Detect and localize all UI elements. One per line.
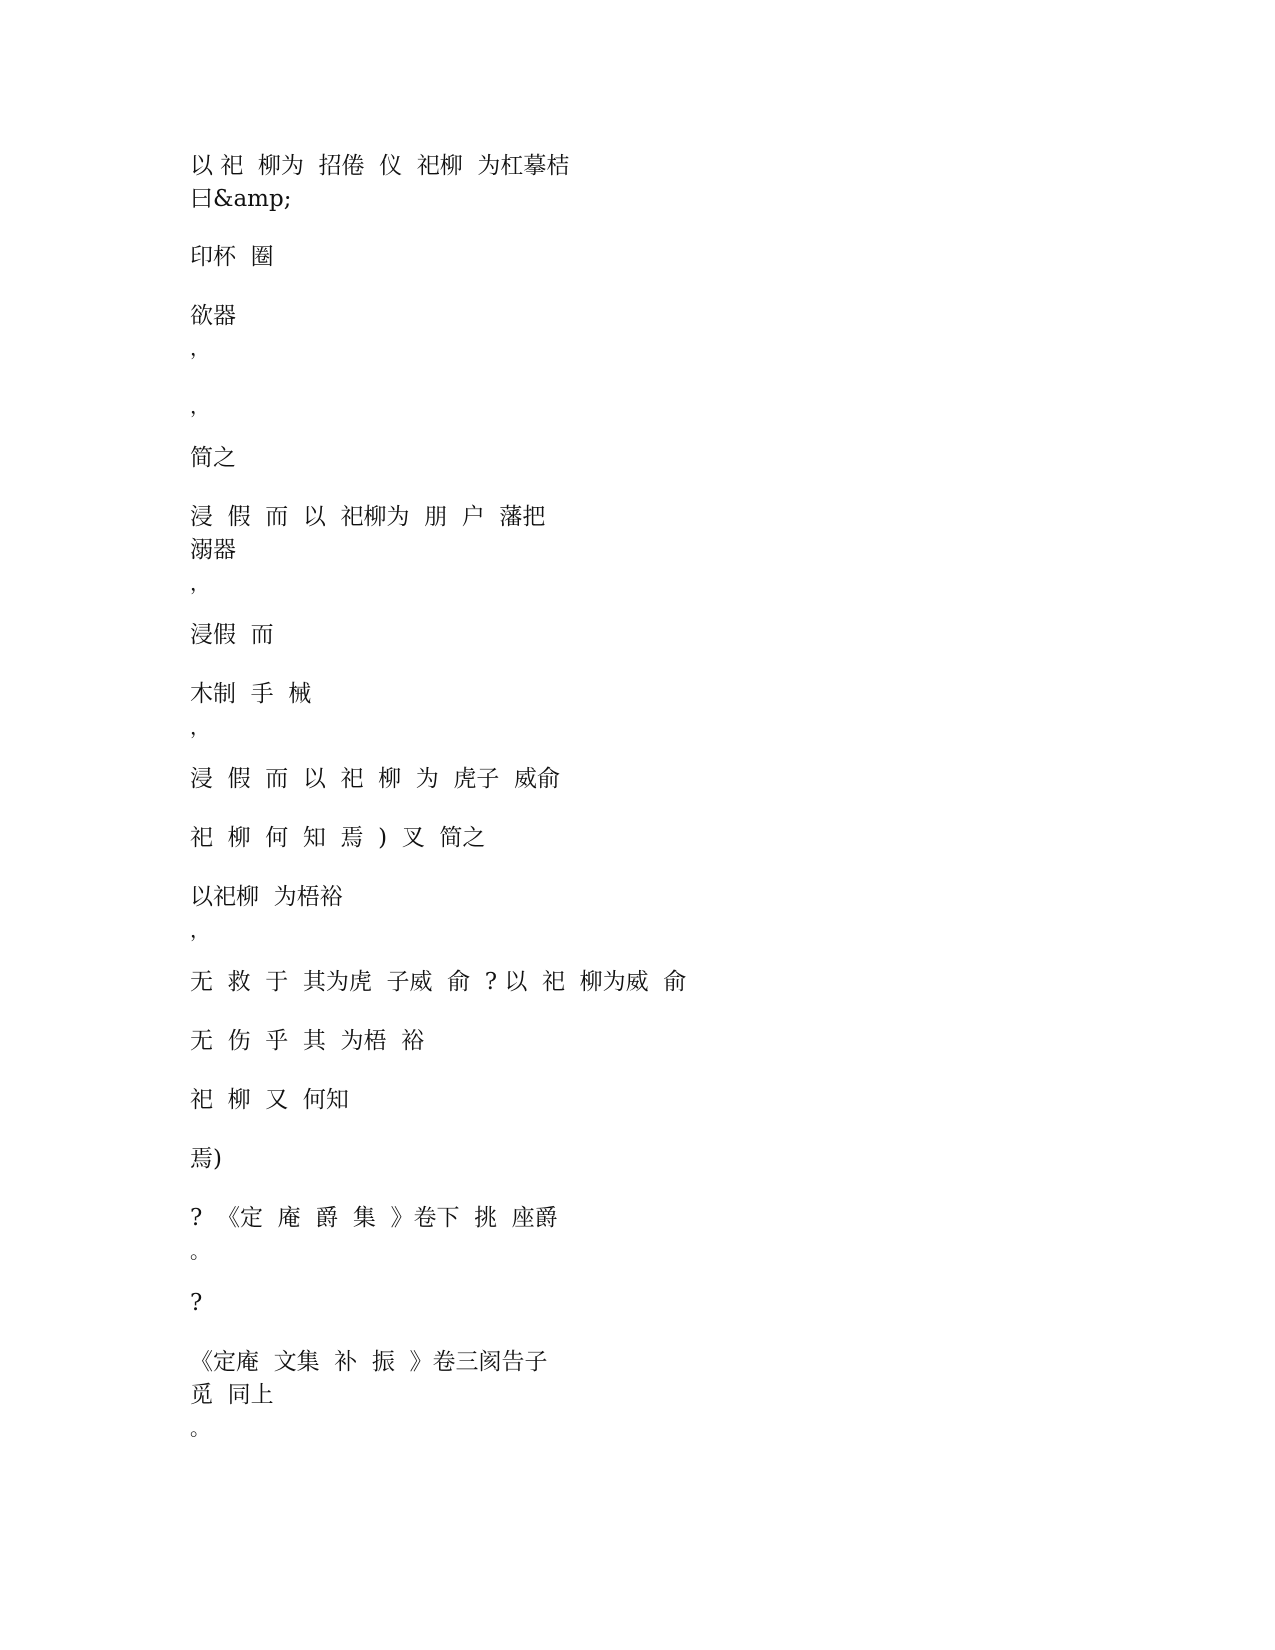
- text-line: 浸假 而: [190, 622, 274, 648]
- text-line: ?: [190, 1290, 203, 1316]
- text-line: 觅 同上: [190, 1382, 274, 1408]
- text-line: 曰&amp;: [190, 186, 292, 212]
- text-line: 无 伤 乎 其 为梧 裕: [190, 1028, 425, 1054]
- punctuation-line: ，: [190, 336, 210, 360]
- punctuation-line: ，: [190, 918, 210, 942]
- punctuation-line: ，: [190, 571, 210, 595]
- text-line: 祀 柳 又 何知: [190, 1087, 349, 1113]
- text-line: 浸 假 而 以 祀 柳 为 虎子 威俞: [190, 766, 560, 792]
- text-line: 《定庵 文集 补 振 》卷三阂告子: [190, 1349, 548, 1375]
- text-line: ? 《定 庵 爵 集 》卷下 挑 座爵: [190, 1205, 558, 1231]
- text-line: 简之: [190, 445, 236, 471]
- text-line: 焉): [190, 1146, 222, 1172]
- text-line: 祀 柳 何 知 焉 ) 叉 简之: [190, 825, 486, 851]
- text-line: 以 祀 柳为 招倦 仪 祀柳 为杠摹桔: [190, 153, 570, 179]
- text-line: 印杯 圈: [190, 244, 274, 270]
- text-line: 浸 假 而 以 祀柳为 朋 户 藩把: [190, 504, 546, 530]
- punctuation-line: ，: [190, 715, 210, 739]
- text-line: 木制 手 械: [190, 681, 312, 707]
- punctuation-line: 。: [190, 1416, 210, 1440]
- text-line: 无 救 于 其为虎 子威 俞 ? 以 祀 柳为威 俞: [190, 969, 687, 995]
- text-line: 以祀柳 为梧裕: [190, 884, 343, 910]
- punctuation-line: 。: [190, 1239, 210, 1263]
- punctuation-line: ，: [190, 394, 210, 418]
- text-line: 欲器: [190, 303, 236, 329]
- text-line: 溺器: [190, 537, 236, 563]
